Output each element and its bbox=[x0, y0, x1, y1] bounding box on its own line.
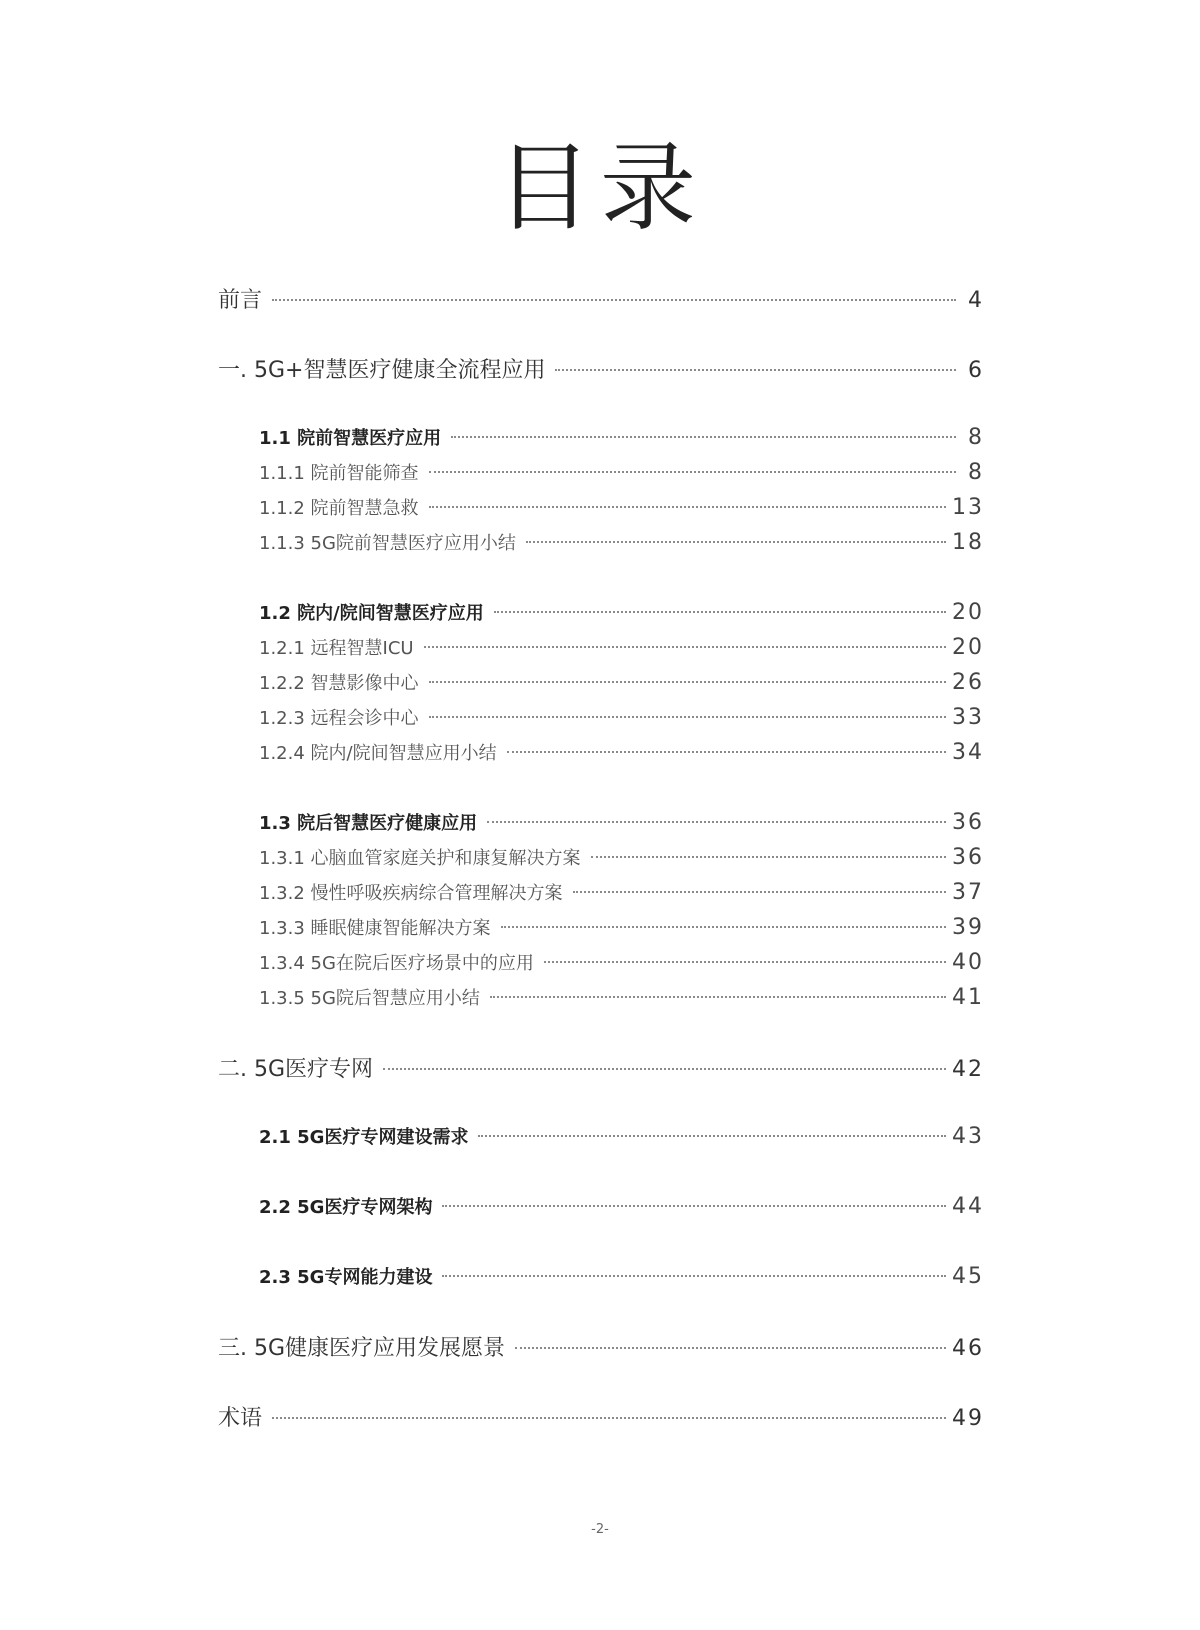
dot-leader bbox=[429, 471, 956, 473]
toc-entry-page: 49 bbox=[952, 1406, 984, 1431]
page-title: 目录 bbox=[496, 132, 704, 244]
toc-entry-section-1-3[interactable] bbox=[259, 809, 982, 835]
toc-entry-preface[interactable] bbox=[218, 283, 982, 314]
toc-entry-label: 1.3.4 5G在院后医疗场景中的应用 bbox=[259, 953, 534, 974]
dot-leader bbox=[272, 1417, 946, 1419]
dot-leader bbox=[501, 926, 946, 928]
toc-entry-label: 三. 5G健康医疗应用发展愿景 bbox=[218, 1336, 506, 1361]
toc-entry-section-2-1[interactable] bbox=[259, 1123, 982, 1149]
toc-entry-page: 18 bbox=[952, 530, 984, 555]
toc-entry-page: 20 bbox=[952, 635, 984, 660]
dot-leader bbox=[478, 1135, 946, 1137]
dot-leader bbox=[573, 891, 946, 893]
toc-entry-1-3-4[interactable] bbox=[259, 949, 982, 975]
toc-entry-page: 8 bbox=[968, 425, 984, 450]
dot-leader bbox=[429, 506, 946, 508]
toc-entry-chapter-2[interactable] bbox=[218, 1052, 982, 1083]
toc-entry-1-2-4[interactable] bbox=[259, 739, 982, 765]
toc-entry-label: 1.1 院前智慧医疗应用 bbox=[259, 428, 442, 449]
toc-entry-page: 46 bbox=[952, 1336, 984, 1361]
toc-entry-label: 前言 bbox=[218, 288, 263, 313]
toc-entry-page: 39 bbox=[952, 915, 984, 940]
toc-entry-label: 1.2.4 院内/院间智慧应用小结 bbox=[259, 743, 497, 764]
toc-entry-1-2-3[interactable] bbox=[259, 704, 982, 730]
toc-entry-1-3-5[interactable] bbox=[259, 984, 982, 1010]
dot-leader bbox=[442, 1205, 946, 1207]
toc-entry-page: 34 bbox=[952, 740, 984, 765]
toc-entry-label: 2.3 5G专网能力建设 bbox=[259, 1267, 433, 1288]
dot-leader bbox=[544, 961, 946, 963]
toc-entry-label: 1.1.3 5G院前智慧医疗应用小结 bbox=[259, 533, 516, 554]
toc-entry-page: 33 bbox=[952, 705, 984, 730]
toc-entry-label: 1.3.3 睡眠健康智能解决方案 bbox=[259, 918, 491, 939]
toc-entry-1-1-1[interactable] bbox=[259, 459, 982, 485]
toc-entry-label: 二. 5G医疗专网 bbox=[218, 1057, 374, 1082]
toc-entry-page: 45 bbox=[952, 1264, 984, 1289]
toc-entry-page: 36 bbox=[952, 845, 984, 870]
dot-leader bbox=[591, 856, 946, 858]
toc-entry-label: 2.1 5G医疗专网建设需求 bbox=[259, 1127, 469, 1148]
toc-entry-label: 1.3 院后智慧医疗健康应用 bbox=[259, 813, 478, 834]
dot-leader bbox=[442, 1275, 946, 1277]
toc-entry-section-2-2[interactable] bbox=[259, 1193, 982, 1219]
toc-entry-page: 4 bbox=[968, 288, 984, 313]
toc-entry-page: 40 bbox=[952, 950, 984, 975]
toc-entry-label: 1.2.3 远程会诊中心 bbox=[259, 708, 419, 729]
toc-entry-chapter-1[interactable] bbox=[218, 353, 982, 384]
toc-entry-page: 6 bbox=[968, 358, 984, 383]
toc-entry-1-1-2[interactable] bbox=[259, 494, 982, 520]
dot-leader bbox=[424, 646, 946, 648]
dot-leader bbox=[429, 716, 946, 718]
toc-entry-section-1-1[interactable] bbox=[259, 424, 982, 450]
dot-leader bbox=[383, 1068, 946, 1070]
toc-entry-1-2-1[interactable] bbox=[259, 634, 982, 660]
dot-leader bbox=[494, 611, 946, 613]
toc-entry-page: 13 bbox=[952, 495, 984, 520]
toc-entry-page: 41 bbox=[952, 985, 984, 1010]
page-number: -2- bbox=[591, 1522, 609, 1537]
toc-entry-label: 1.1.2 院前智慧急救 bbox=[259, 498, 419, 519]
toc-entry-label: 1.3.5 5G院后智慧应用小结 bbox=[259, 988, 480, 1009]
toc-entry-page: 37 bbox=[952, 880, 984, 905]
toc-entry-label: 1.3.2 慢性呼吸疾病综合管理解决方案 bbox=[259, 883, 563, 904]
dot-leader bbox=[272, 299, 956, 301]
toc-entry-page: 26 bbox=[952, 670, 984, 695]
dot-leader bbox=[507, 751, 946, 753]
dot-leader bbox=[429, 681, 946, 683]
dot-leader bbox=[451, 436, 956, 438]
toc-entry-section-1-2[interactable] bbox=[259, 599, 982, 625]
toc-entry-page: 44 bbox=[952, 1194, 984, 1219]
toc-entry-label: 一. 5G+智慧医疗健康全流程应用 bbox=[218, 358, 546, 383]
toc-entry-1-3-3[interactable] bbox=[259, 914, 982, 940]
toc-entry-page: 43 bbox=[952, 1124, 984, 1149]
toc-entry-label: 2.2 5G医疗专网架构 bbox=[259, 1197, 433, 1218]
dot-leader bbox=[526, 541, 946, 543]
toc-entry-label: 术语 bbox=[218, 1406, 263, 1431]
toc-entry-label: 1.2.1 远程智慧ICU bbox=[259, 638, 414, 659]
toc-entry-1-1-3[interactable] bbox=[259, 529, 982, 555]
dot-leader bbox=[487, 821, 946, 823]
toc-entry-label: 1.2.2 智慧影像中心 bbox=[259, 673, 419, 694]
toc-entry-1-3-2[interactable] bbox=[259, 879, 982, 905]
toc-entry-page: 8 bbox=[968, 460, 984, 485]
toc-entry-label: 1.3.1 心脑血管家庭关护和康复解决方案 bbox=[259, 848, 581, 869]
toc-entry-1-3-1[interactable] bbox=[259, 844, 982, 870]
toc-entry-label: 1.2 院内/院间智慧医疗应用 bbox=[259, 603, 484, 624]
toc-entry-chapter-3[interactable] bbox=[218, 1331, 982, 1362]
toc-entry-label: 1.1.1 院前智能筛查 bbox=[259, 463, 419, 484]
toc-entry-page: 20 bbox=[952, 600, 984, 625]
dot-leader bbox=[515, 1347, 946, 1349]
dot-leader bbox=[490, 996, 946, 998]
dot-leader bbox=[555, 369, 956, 371]
toc-entry-1-2-2[interactable] bbox=[259, 669, 982, 695]
toc-entry-section-2-3[interactable] bbox=[259, 1263, 982, 1289]
toc-entry-glossary[interactable] bbox=[218, 1401, 982, 1432]
toc-entry-page: 36 bbox=[952, 810, 984, 835]
toc-entry-page: 42 bbox=[952, 1057, 984, 1082]
